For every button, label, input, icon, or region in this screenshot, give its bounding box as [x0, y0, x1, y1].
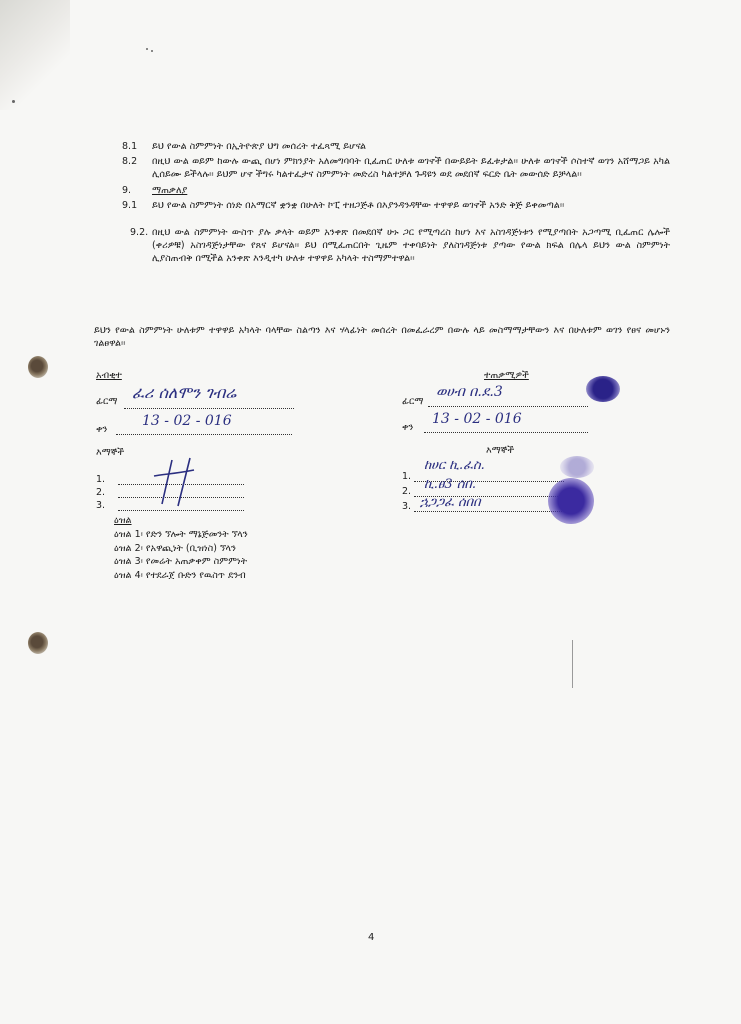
right-date-line [424, 432, 588, 433]
right-date-label: ቀን [402, 422, 414, 433]
page-number: 4 [368, 932, 375, 943]
clause-text: በዚህ ውል ስምምነት ውስጥ ያሉ ቃላት ወይም አንቀጽ በመደበኛ ሁኑ ጋር የሚጣረስ ከሆነ እና አስገዳጅነቱን የሚያጣበት አጋጣሚ ቢፈጠር ሌሎች (ቀሪዎቹ) አስገዳጅነታቸው የጸና ይሆናል፡፡ ይህ በሚፈጠርበት ጊዜም ተቀባይነት ያለስገዳጅነቱ ያጣው የውል ክፍል በሌላ ይህን ውል ስምምነት ሊያስጠብቅ በሚችል አንቀጽ እንዲተካ ሁለቱ ተዋዋይ አካላት ተስማምተዋል፡፡ [152, 227, 670, 264]
right-sign-label: ፊርማ [402, 396, 424, 407]
left-party-title: አብቂተ [96, 370, 122, 381]
left-signature: ፈሪ ሰለሞን ገብሬ [132, 383, 237, 402]
clauses-block [122, 141, 670, 266]
clause-number: 8.1 [122, 141, 138, 152]
witness-number: 1. [402, 471, 412, 482]
annex-item: ዕዝል 3፡ የመሬት አጠቃቀም ስምምነት [114, 556, 248, 568]
witness-number: 3. [402, 501, 412, 512]
clause-text: ይህ የውል ስምምነት በኢትዮጵያ ህግ መሰረት ተፈጻሚ ይሆናል [152, 141, 367, 152]
scan-mark [572, 640, 573, 688]
witness-signature: ኪ.ፀ3 ሰበ. [424, 477, 476, 492]
left-date-line [116, 434, 292, 435]
punch-hole [28, 632, 48, 654]
clause-number: 9.1 [122, 200, 138, 212]
witness-number: 1. [96, 474, 106, 485]
ink-stamp [548, 478, 594, 524]
clause-number: 9. [122, 185, 132, 197]
left-witness-scribble [150, 456, 200, 508]
page-corner-fold [0, 0, 70, 110]
clause-number: 8.2 [122, 155, 138, 167]
scan-speck [146, 48, 148, 50]
clause-text: ይህ የውል ስምምነት ሰነድ በአማርኛ ቋንቋ በሁለት ኮፒ ተዘጋጅቶ በእያንዳንዳቸው ተዋዋይ ወገኖች አንድ ቅጅ ይቀመጣል፡፡ [152, 200, 565, 212]
witness-signature: ኋጋጋፈ ሰበበ [420, 495, 481, 510]
right-date-value: 13 - 02 - 016 [432, 411, 522, 427]
section-heading: ማጠቃለያ [152, 185, 188, 197]
left-sign-label: ፊርማ [96, 396, 118, 407]
closing-paragraph: ይህን የውል ስምምነት ሁለቱም ተዋዋይ አካላት ባላቸው ስልጣን እና ሃላፊነት መሰረት በመፈራረም በውሉ ላይ መስማማታቸውን እና በሁለቱም ወገን የፀና መሆኑን ገልፀዋል፡፡ [94, 325, 670, 349]
faint-ink-stamp [560, 456, 594, 478]
right-sign-line [428, 406, 588, 407]
scan-speck [12, 100, 15, 103]
ink-stamp [586, 376, 620, 402]
punch-hole [28, 356, 48, 378]
scan-speck [151, 50, 153, 52]
right-party-title: ተጠቃሚዎች [484, 370, 529, 381]
annex-item: ዕዝል 1፡ የድን ኘሎት ማኔጅመንት ኘላን [114, 528, 248, 540]
clause-row [122, 141, 670, 154]
annex-item: ዕዝል 2፡ የአዋጪነት (ቢዝነስ) ኘላን [114, 542, 237, 554]
witness-line [414, 511, 564, 512]
right-signature: ወሀብ በ.ደ.3 [436, 384, 503, 400]
clause-text: በዚህ ውል ወይም ከውሉ ውጪ በሆነ ምክንያት አለመግባባት ቢፈጠር ሁለቱ ወገኖች በውይይት ይፈቱታል፡፡ ሁለቱ ወገኖች ሶስተኛ ወገን አሸማጋይ አካል ሊሰይሙ ይችላሉ፡፡ ይህም ሆኖ ችግሩ ካልተፈታና ስምምነት መድረስ ካልተቻለ ጉዳዩን ወደ መደበኛ ፍርድ ቤት መውሰድ ይቻላል፡፡ [152, 155, 670, 180]
clause-number: 9.2. [130, 227, 149, 239]
annex-list [114, 514, 248, 583]
left-witnesses-title: እማኞች [96, 447, 125, 458]
witness-number: 3. [96, 500, 106, 511]
witness-number: 2. [96, 487, 106, 498]
clause-row [122, 227, 670, 265]
left-date-label: ቀን [96, 424, 108, 435]
annex-item: ዕዝል 4፡ የተደራጀ ቡድን የዉስጥ ደንብ [114, 570, 246, 582]
clause-row [122, 200, 670, 213]
clause-row [122, 185, 670, 198]
left-sign-line [124, 408, 294, 409]
right-witnesses-title: እማኞች [486, 445, 515, 456]
left-date-value: 13 - 02 - 016 [142, 413, 232, 429]
clause-row [122, 156, 670, 182]
witness-signature: ከሀር ኪ.ፈስ. [424, 458, 485, 473]
witness-line [118, 510, 244, 511]
annex-title: ዕዝል [114, 515, 132, 526]
witness-number: 2. [402, 486, 412, 497]
